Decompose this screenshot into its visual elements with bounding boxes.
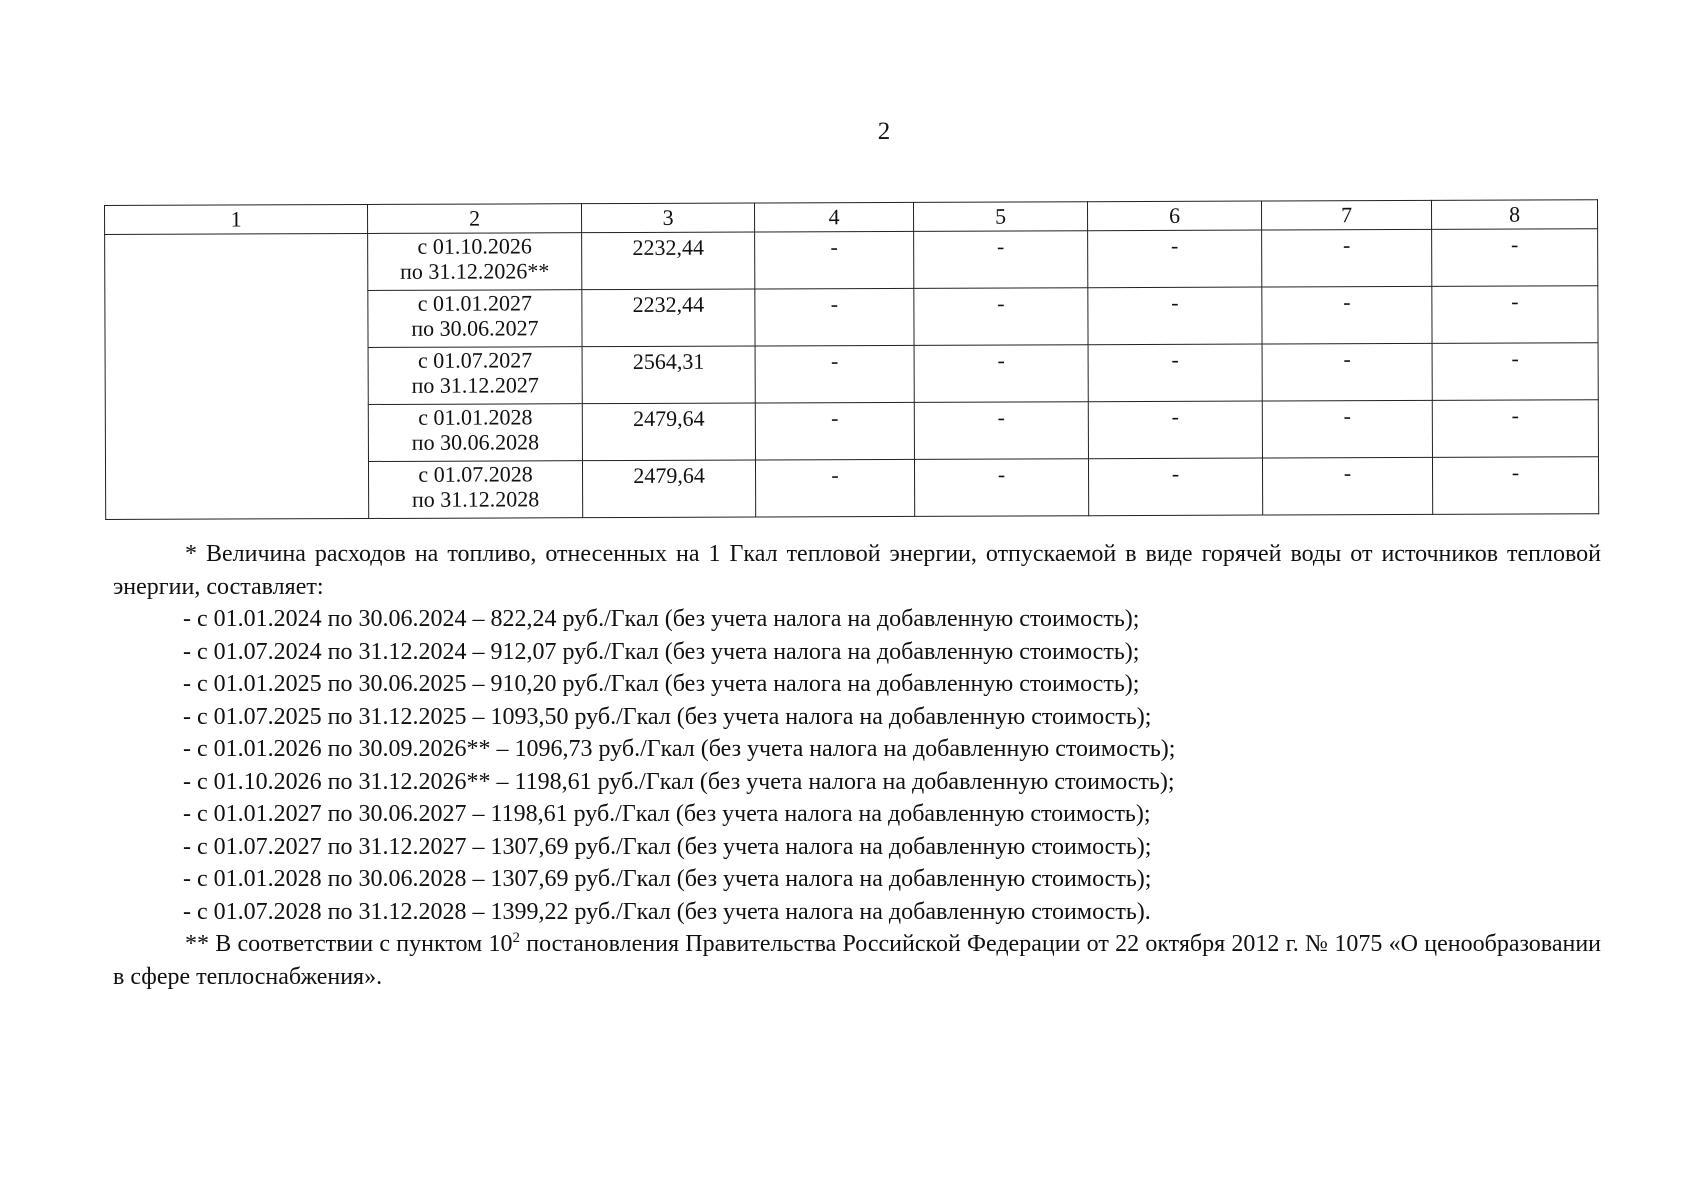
dash-cell: - [755,459,914,517]
dash-cell: - [1262,457,1432,515]
page-number: 2 [877,118,891,145]
dash-cell: - [755,402,914,460]
dash-cell: - [1088,344,1262,402]
period-cell [368,404,582,462]
period-from: с 01.07.2027 [417,347,533,373]
dash-cell: - [1432,286,1598,344]
period-to: по 31.12.2026** [400,258,550,284]
period-cell [368,233,582,291]
period-cell [368,290,582,348]
fuel-cost-note: * Величина расходов на топливо, отнесенных на 1 Гкал тепловой энергии, отпускаемой в виде горячей воды от источников тепловой энергии, составляет: [113,541,1601,600]
dash-cell: - [1432,457,1598,515]
value-cell: 2232,44 [582,232,755,290]
footnote-text-end: постановления Правительства Российской Федерации от 22 октября 2012 г. № 1075 «О ценообразовании в сфере теплоснабжения». [113,931,1602,990]
period-to: по 30.06.2027 [411,315,539,341]
fuel-cost-item: - с 01.01.2027 по 30.06.2027 – 1198,61 руб./Гкал (без учета налога на добавленную стоимость); [183,801,1151,827]
period-from: с 01.07.2028 [418,461,533,487]
dash-cell: - [1088,230,1262,288]
fuel-cost-item: - с 01.01.2025 по 30.06.2025 – 910,20 руб./Гкал (без учета налога на добавленную стоимость); [183,671,1140,697]
value-cell: 2232,44 [582,289,755,347]
footnote [113,928,1601,993]
dash-cell: - [1262,400,1432,458]
dash-cell: - [1262,286,1432,344]
table-row [105,229,1598,292]
footnote-superscript: 2 [512,930,520,946]
dash-cell: - [1088,458,1262,516]
dash-cell: - [914,231,1088,289]
column-header: 2 [367,204,581,234]
column-header: 7 [1261,200,1431,230]
dash-cell: - [1432,343,1598,401]
dash-cell: - [755,231,914,289]
empty-group-cell [105,233,369,519]
column-header: 3 [581,203,754,233]
dash-cell: - [1432,400,1598,458]
column-header: 5 [913,202,1087,232]
fuel-cost-item: - с 01.10.2026 по 31.12.2026** – 1198,61 руб./Гкал (без учета налога на добавленную стоимость); [183,768,1175,795]
fuel-cost-item: - с 01.07.2024 по 31.12.2024 – 912,07 руб./Гкал (без учета налога на добавленную стоимость); [183,638,1140,665]
period-to: по 30.06.2028 [411,429,540,455]
tariff-table [104,199,1599,520]
period-from: с 01.01.2028 [418,404,533,430]
footnote-text-start: ** В соответствии с пунктом 10 [185,931,513,957]
dash-cell: - [914,402,1088,460]
period-from: с 01.01.2027 [417,290,533,316]
period-to: по 31.12.2028 [411,486,540,512]
period-cell [368,347,582,405]
column-header: 4 [754,202,913,232]
dash-cell: - [1088,287,1262,345]
column-header: 1 [105,204,368,234]
dash-cell: - [914,459,1088,517]
period-to: по 31.12.2027 [411,372,539,398]
dash-cell: - [1088,401,1262,459]
fuel-cost-item: - с 01.07.2028 по 31.12.2028 – 1399,22 руб./Гкал (без учета налога на добавленную стоимость). [183,898,1151,925]
column-header: 6 [1087,201,1261,231]
dash-cell: - [1262,343,1432,401]
value-cell: 2479,64 [582,460,755,518]
period-from: с 01.10.2026 [417,233,532,259]
fuel-cost-item: - с 01.07.2025 по 31.12.2025 – 1093,50 руб./Гкал (без учета налога на добавленную стоимость); [183,703,1152,730]
period-cell [368,461,582,519]
fuel-cost-item: - с 01.01.2024 по 30.06.2024 – 822,24 руб./Гкал (без учета налога на добавленную стоимость); [183,606,1140,632]
value-cell: 2479,64 [582,403,755,461]
dash-cell: - [914,288,1088,346]
notes-section [113,538,1601,993]
fuel-cost-item: - с 01.07.2027 по 31.12.2027 – 1307,69 руб./Гкал (без учета налога на добавленную стоимость); [183,833,1152,860]
value-cell: 2564,31 [582,346,755,404]
dash-cell: - [914,345,1088,403]
dash-cell: - [1432,229,1598,287]
dash-cell: - [755,288,914,346]
dash-cell: - [755,345,914,403]
fuel-cost-item: - с 01.01.2028 по 30.06.2028 – 1307,69 руб./Гкал (без учета налога на добавленную стоимость); [183,866,1152,892]
fuel-cost-item: - с 01.01.2026 по 30.09.2026** – 1096,73 руб./Гкал (без учета налога на добавленную стоимость); [183,736,1176,762]
column-header: 8 [1431,200,1597,230]
dash-cell: - [1262,229,1432,287]
